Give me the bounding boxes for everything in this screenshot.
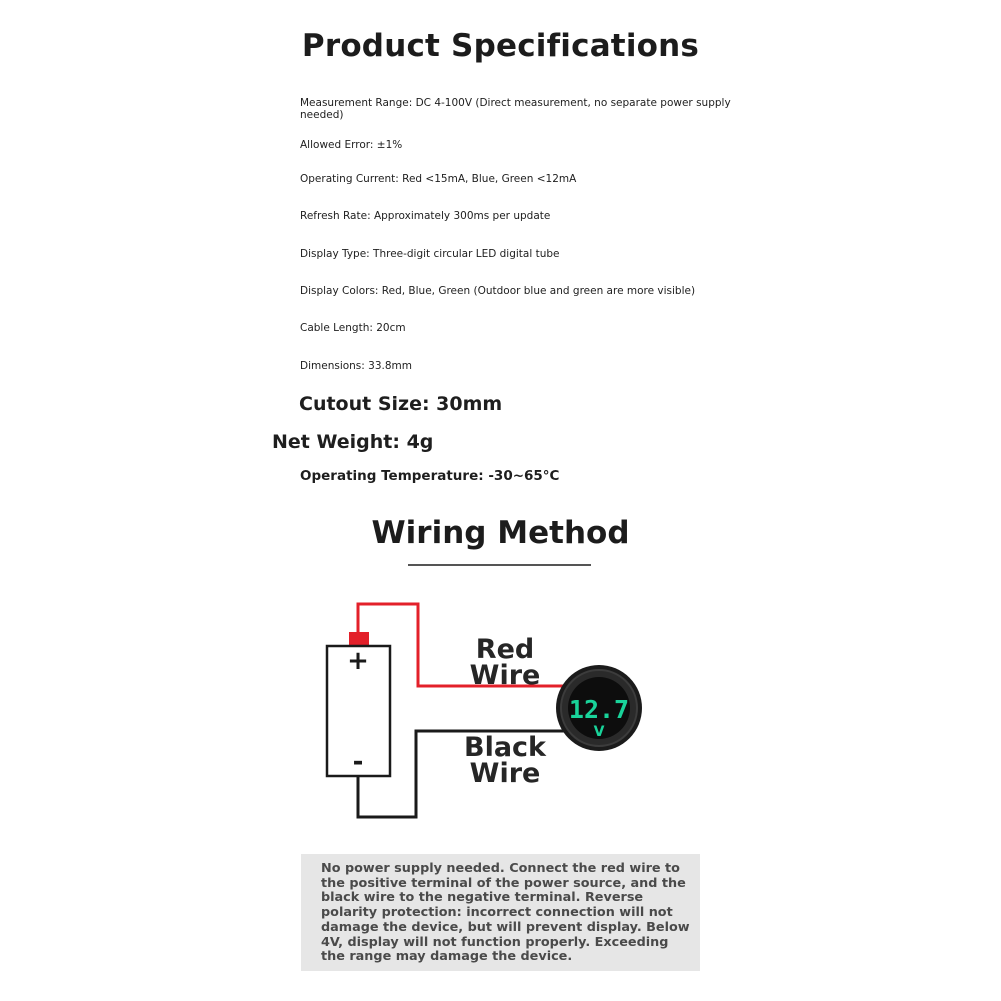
wiring-title: Wiring Method [371,515,630,551]
red-wire-label-line1: Red [475,634,535,665]
battery-positive-terminal [349,632,369,646]
black-wire-label-line1: Black [463,732,546,763]
red-wire-label-line2: Wire [469,660,541,691]
spec-allowed-error: Allowed Error: ±1% [300,139,403,151]
black-wire-label-line2: Wire [469,758,541,789]
spec-display-type: Display Type: Three-digit circular LED digital tube [300,248,560,260]
battery-plus-sign: + [347,646,369,676]
wiring-note: No power supply needed. Connect the red wire to the positive terminal of the power source, and the black wire to the negative terminal. Reverse polarity protection: incorrect connection will not damage the device, but will prevent display. Below 4V, display will not function properly. Exceeding the range may damage the device. [301,854,700,971]
spec-operating-temperature: Operating Temperature: -30~65°C [300,468,560,484]
spec-refresh-rate: Refresh Rate: Approximately 300ms per update [300,210,551,222]
page-title: Product Specifications [301,28,700,64]
spec-cable-length: Cable Length: 20cm [300,322,406,334]
spec-dimensions: Dimensions: 33.8mm [300,360,412,372]
voltmeter [556,665,642,751]
spec-net-weight: Net Weight: 4g [272,431,434,453]
spec-display-colors: Display Colors: Red, Blue, Green (Outdoor blue and green are more visible) [300,285,696,297]
voltmeter-reading: 12.7 [568,695,630,724]
red-wire-label [455,634,555,691]
voltmeter-unit: V [593,724,605,740]
wiring-diagram [0,590,1001,830]
spec-measurement-range: Measurement Range: DC 4-100V (Direct measurement, no separate power supply needed) [300,97,731,121]
spec-cutout-size: Cutout Size: 30mm [299,393,503,415]
black-wire-label [445,732,565,789]
spec-operating-current: Operating Current: Red <15mA, Blue, Green <12mA [300,173,577,185]
title-underline [408,564,591,566]
battery-minus-sign: - [352,747,364,777]
